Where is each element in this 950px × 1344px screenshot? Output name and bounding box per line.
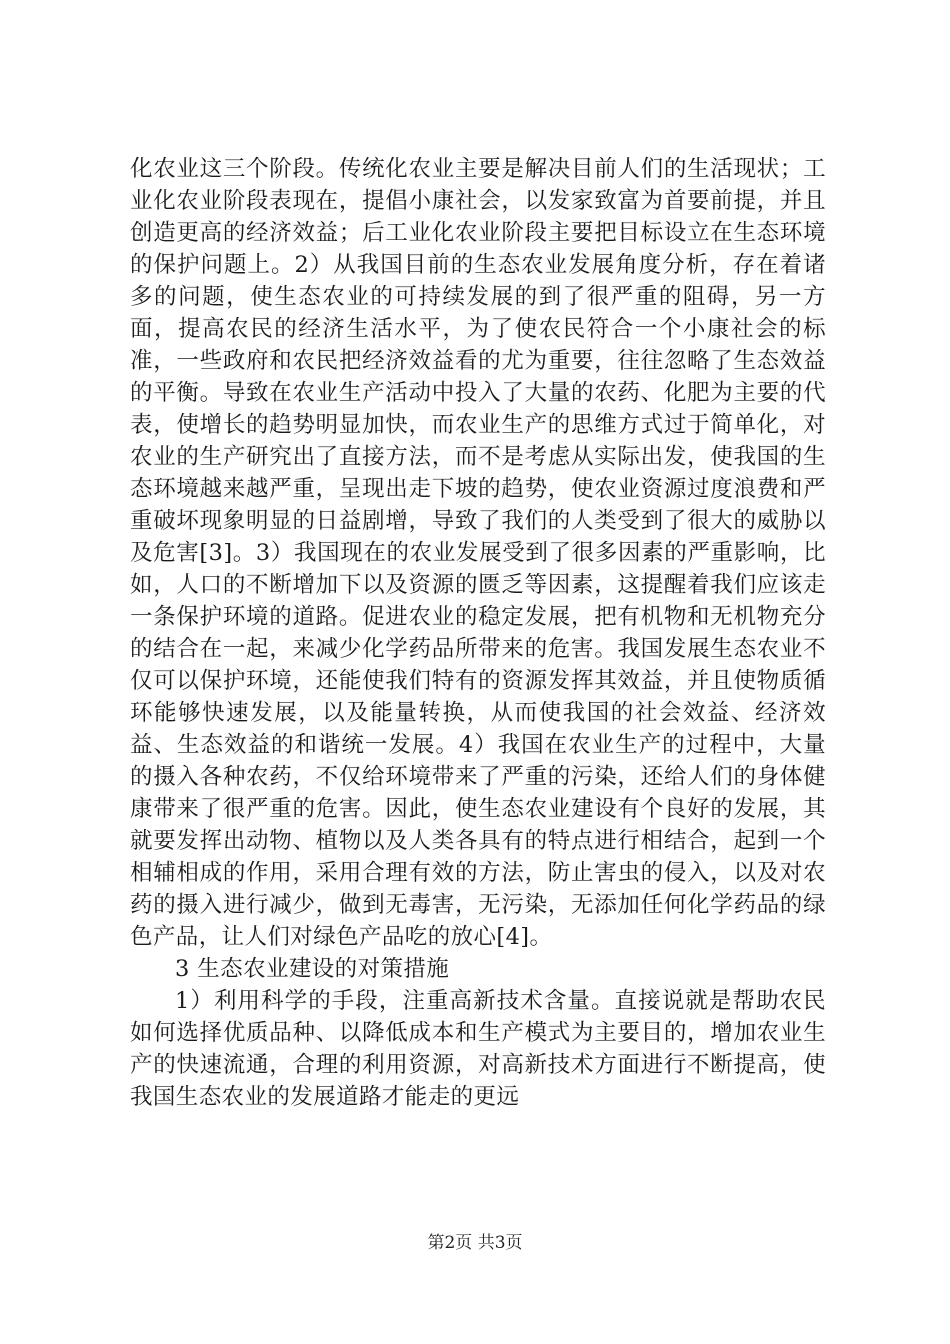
body-paragraph-measures: 1）利用科学的手段，注重高新技术含量。直接说就是帮助农民如何选择优质品种、以降低成本和生产模式为主要目的，增加农业生产的快速流通，合理的利用资源，对高新技术方面进行不断提高，使我国生态农业的发展道路才能走的更远 (130, 988, 826, 1110)
page-number-indicator: 第2页 共3页 (427, 1233, 523, 1253)
document-body (130, 153, 826, 1113)
body-paragraph-continued: 化农业这三个阶段。传统化农业主要是解决目前人们的生活现状；工业化农业阶段表现在，提倡小康社会，以发家致富为首要前提，并且创造更高的经济效益；后工业化农业阶段主要把目标设立在生态环境的保护问题上。2）从我国目前的生态农业发展角度分析，存在着诸多的问题，使生态农业的可持续发展的到了很严重的阻碍，另一方面，提高农民的经济生活水平，为了使农民符合一个小康社会的标准，一些政府和农民把经济效益看的尤为重要，往往忽略了生态效益的平衡。导致在农业生产活动中投入了大量的农药、化肥为主要的代表，使增长的趋势明显加快，而农业生产的思维方式过于简单化，对农业的生产研究出了直接方法，而不是考虑从实际出发，使我国的生态环境越来越严重，呈现出走下坡的趋势，使农业资源过度浪费和严重破坏现象明显的日益剧增，导致了我们的人类受到了很大的威胁以及危害[3]。3）我国现在的农业发展受到了很多因素的严重影响，比如，人口的不断增加下以及资源的匮乏等因素，这提醒着我们应该走一条保护环境的道路。促进农业的稳定发展，把有机物和无机物充分的结合在一起，来减少化学药品所带来的危害。我国发展生态农业不仅可以保护环境，还能使我们特有的资源发挥其效益，并且使物质循环能够快速发展，以及能量转换，从而使我国的社会效益、经济效益、生态效益的和谐统一发展。4）我国在农业生产的过程中，大量的摄入各种农药，不仅给环境带来了严重的污染，还给人们的身体健康带来了很严重的危害。因此，使生态农业建设有个良好的发展，其就要发挥出动物、植物以及人类各具有的特点进行相结合，起到一个相辅相成的作用，采用合理有效的方法，防止害虫的侵入，以及对农药的摄入进行减少，做到无毒害，无污染，无添加任何化学药品的绿色产品，让人们对绿色产品吃的放心[4]。 (130, 156, 826, 950)
section-heading: 3 生态农业建设的对策措施 (175, 956, 450, 982)
page-footer (0, 1231, 950, 1255)
